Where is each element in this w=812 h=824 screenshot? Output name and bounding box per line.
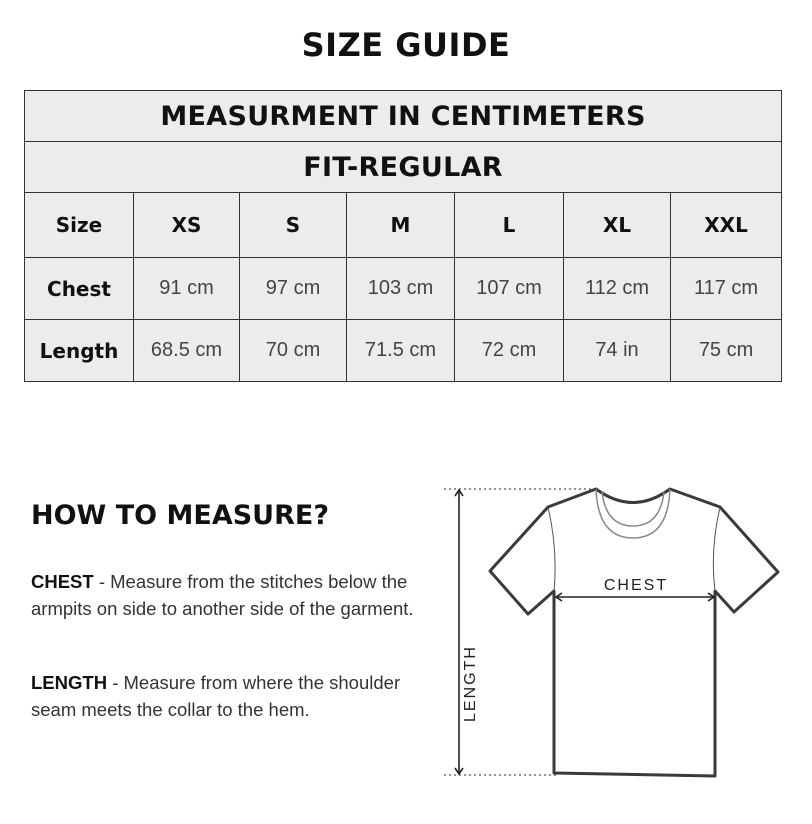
table-cell: 117 cm [671, 258, 782, 320]
size-header-xl: XL [564, 193, 671, 258]
length-term: LENGTH [31, 672, 108, 693]
table-cell: 103 cm [347, 258, 455, 320]
table-cell: 71.5 cm [347, 320, 455, 382]
table-cell: 91 cm [134, 258, 240, 320]
chest-term: CHEST [31, 571, 94, 592]
size-header-xxl: XXL [671, 193, 782, 258]
tshirt-measure-diagram [430, 480, 790, 790]
chest-description: - Measure from the stitches below the armpits on side to another side of the garment. [31, 571, 414, 619]
size-header-label: Size [25, 193, 134, 258]
size-header-m: M [347, 193, 455, 258]
table-cell: 68.5 cm [134, 320, 240, 382]
how-to-measure-heading: HOW TO MEASURE? [31, 500, 329, 531]
table-cell: 97 cm [240, 258, 347, 320]
size-header-s: S [240, 193, 347, 258]
length-row [25, 320, 782, 382]
measurement-unit-banner: MEASURMENT IN CENTIMETERS [25, 91, 782, 142]
size-header-row [25, 193, 782, 258]
length-instructions [31, 669, 421, 723]
length-row-label: Length [25, 320, 134, 382]
tshirt-outline [490, 489, 778, 776]
table-cell: 112 cm [564, 258, 671, 320]
length-description: - Measure from where the shoulder seam meets the collar to the hem. [31, 672, 401, 720]
chest-diagram-label: CHEST [603, 577, 669, 594]
chest-instructions [31, 568, 421, 622]
size-table [24, 90, 782, 382]
length-diagram-label: LENGTH [462, 645, 479, 722]
page-title: SIZE GUIDE [301, 26, 511, 64]
table-cell: 74 in [564, 320, 671, 382]
size-header-l: L [455, 193, 564, 258]
chest-row-label: Chest [25, 258, 134, 320]
table-cell: 75 cm [671, 320, 782, 382]
fit-banner: FIT-REGULAR [25, 142, 782, 193]
table-cell: 107 cm [455, 258, 564, 320]
table-cell: 70 cm [240, 320, 347, 382]
size-header-xs: XS [134, 193, 240, 258]
table-cell: 72 cm [455, 320, 564, 382]
chest-row [25, 258, 782, 320]
